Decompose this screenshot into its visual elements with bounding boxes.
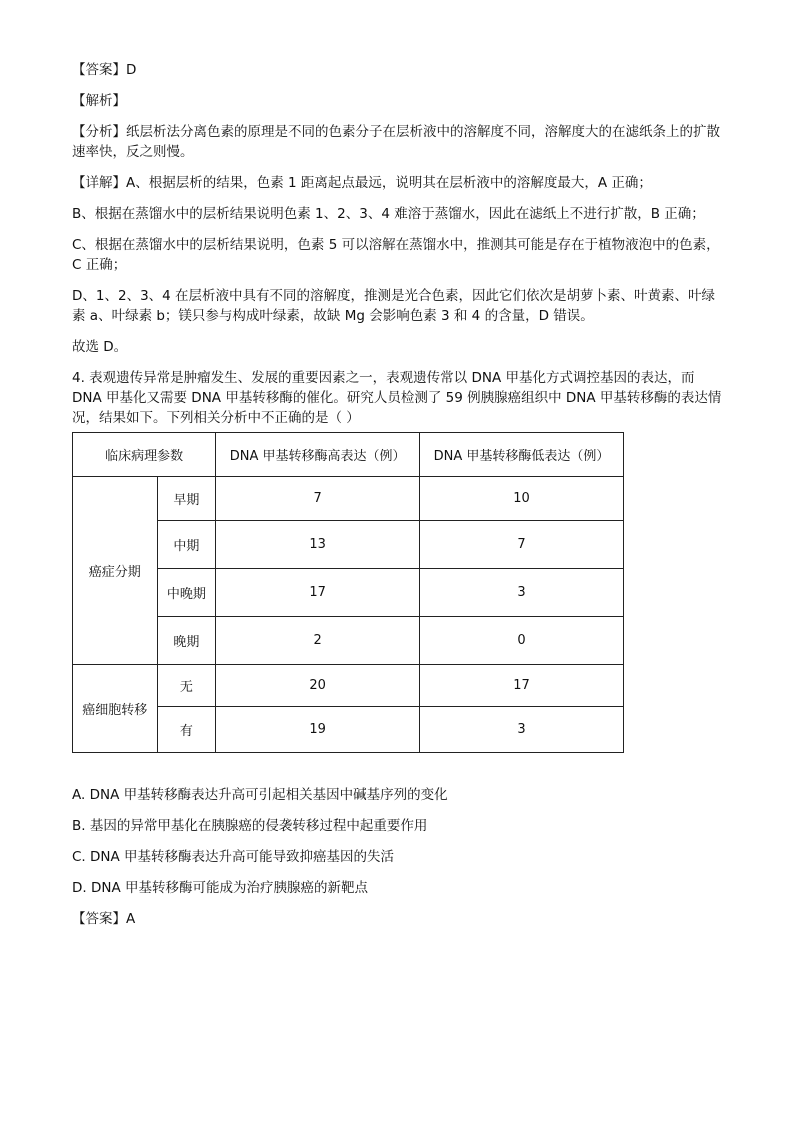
sub-label-cell: 早期 <box>157 477 216 521</box>
group-label-cell: 癌症分期 <box>73 477 158 665</box>
sub-label-cell: 中期 <box>157 521 216 569</box>
option-a: A. DNA 甲基转移酶表达升高可引起相关基因中碱基序列的变化 <box>72 787 448 803</box>
detail-b: B、根据在蒸馏水中的层析结果说明色素 1、2、3、4 难溶于蒸馏水，因此在滤纸上不进行扩散，B 正确； <box>72 206 705 222</box>
value-cell: 2 <box>216 617 420 665</box>
value-cell: 19 <box>216 707 420 753</box>
question-4: 4. 表观遗传异常是肿瘤发生、发展的重要因素之一，表观遗传常以 DNA 甲基化方式调控基因的表达，而 DNA 甲基化又需要 DNA 甲基转移酶的催化。研究人员检测了 59 例胰腺癌组织中 DNA 甲基转移酶的表达情况，结果如下。下列相关分析中不正确的是（ ） <box>72 370 722 426</box>
sub-label-cell: 中晚期 <box>157 569 216 617</box>
group-label-cell: 癌细胞转移 <box>73 665 158 753</box>
sub-label-cell: 晚期 <box>157 617 216 665</box>
option-b: B. 基因的异常甲基化在胰腺癌的侵袭转移过程中起重要作用 <box>72 818 428 834</box>
sub-label-cell: 无 <box>157 665 216 707</box>
table-row <box>73 477 624 521</box>
table-header-row <box>73 433 624 477</box>
sub-label-cell: 有 <box>157 707 216 753</box>
value-cell: 7 <box>216 477 420 521</box>
option-c: C. DNA 甲基转移酶表达升高可能导致抑癌基因的失活 <box>72 849 395 865</box>
value-cell: 0 <box>420 617 624 665</box>
table-header-cell: 临床病理参数 <box>73 433 216 477</box>
analysis-heading: 【解析】 <box>72 93 126 109</box>
detail-c: C、根据在蒸馏水中的层析结果说明，色素 5 可以溶解在蒸馏水中，推测其可能是存在于植物液泡中的色素，C 正确； <box>72 237 720 273</box>
detail-a: 【详解】A、根据层析的结果，色素 1 距离起点最远，说明其在层析液中的溶解度最大，A 正确； <box>72 175 652 191</box>
option-d: D. DNA 甲基转移酶可能成为治疗胰腺癌的新靶点 <box>72 880 368 896</box>
conclusion: 故选 D。 <box>72 339 128 355</box>
table-header-cell: DNA 甲基转移酶高表达（例） <box>216 433 420 477</box>
value-cell: 20 <box>216 665 420 707</box>
table-header-cell: DNA 甲基转移酶低表达（例） <box>420 433 624 477</box>
options-list <box>72 785 726 898</box>
value-cell: 13 <box>216 521 420 569</box>
value-cell: 10 <box>420 477 624 521</box>
table-row <box>73 665 624 707</box>
results-table <box>72 432 624 753</box>
answer-label: 【答案】D <box>72 62 137 78</box>
value-cell: 3 <box>420 569 624 617</box>
detail-d: D、1、2、3、4 在层析液中具有不同的溶解度，推测是光合色素，因此它们依次是胡萝卜素、叶黄素、叶绿素 a、叶绿素 b；镁只参与构成叶绿素，故缺 Mg 会影响色素 3 和 4 的含量，D 错误。 <box>72 288 716 324</box>
document-page <box>72 60 726 940</box>
value-cell: 7 <box>420 521 624 569</box>
value-cell: 17 <box>420 665 624 707</box>
value-cell: 3 <box>420 707 624 753</box>
answer-label: 【答案】A <box>72 911 136 927</box>
value-cell: 17 <box>216 569 420 617</box>
analysis-paragraph: 【分析】纸层析法分离色素的原理是不同的色素分子在层析液中的溶解度不同，溶解度大的在滤纸条上的扩散速率快，反之则慢。 <box>72 124 720 160</box>
